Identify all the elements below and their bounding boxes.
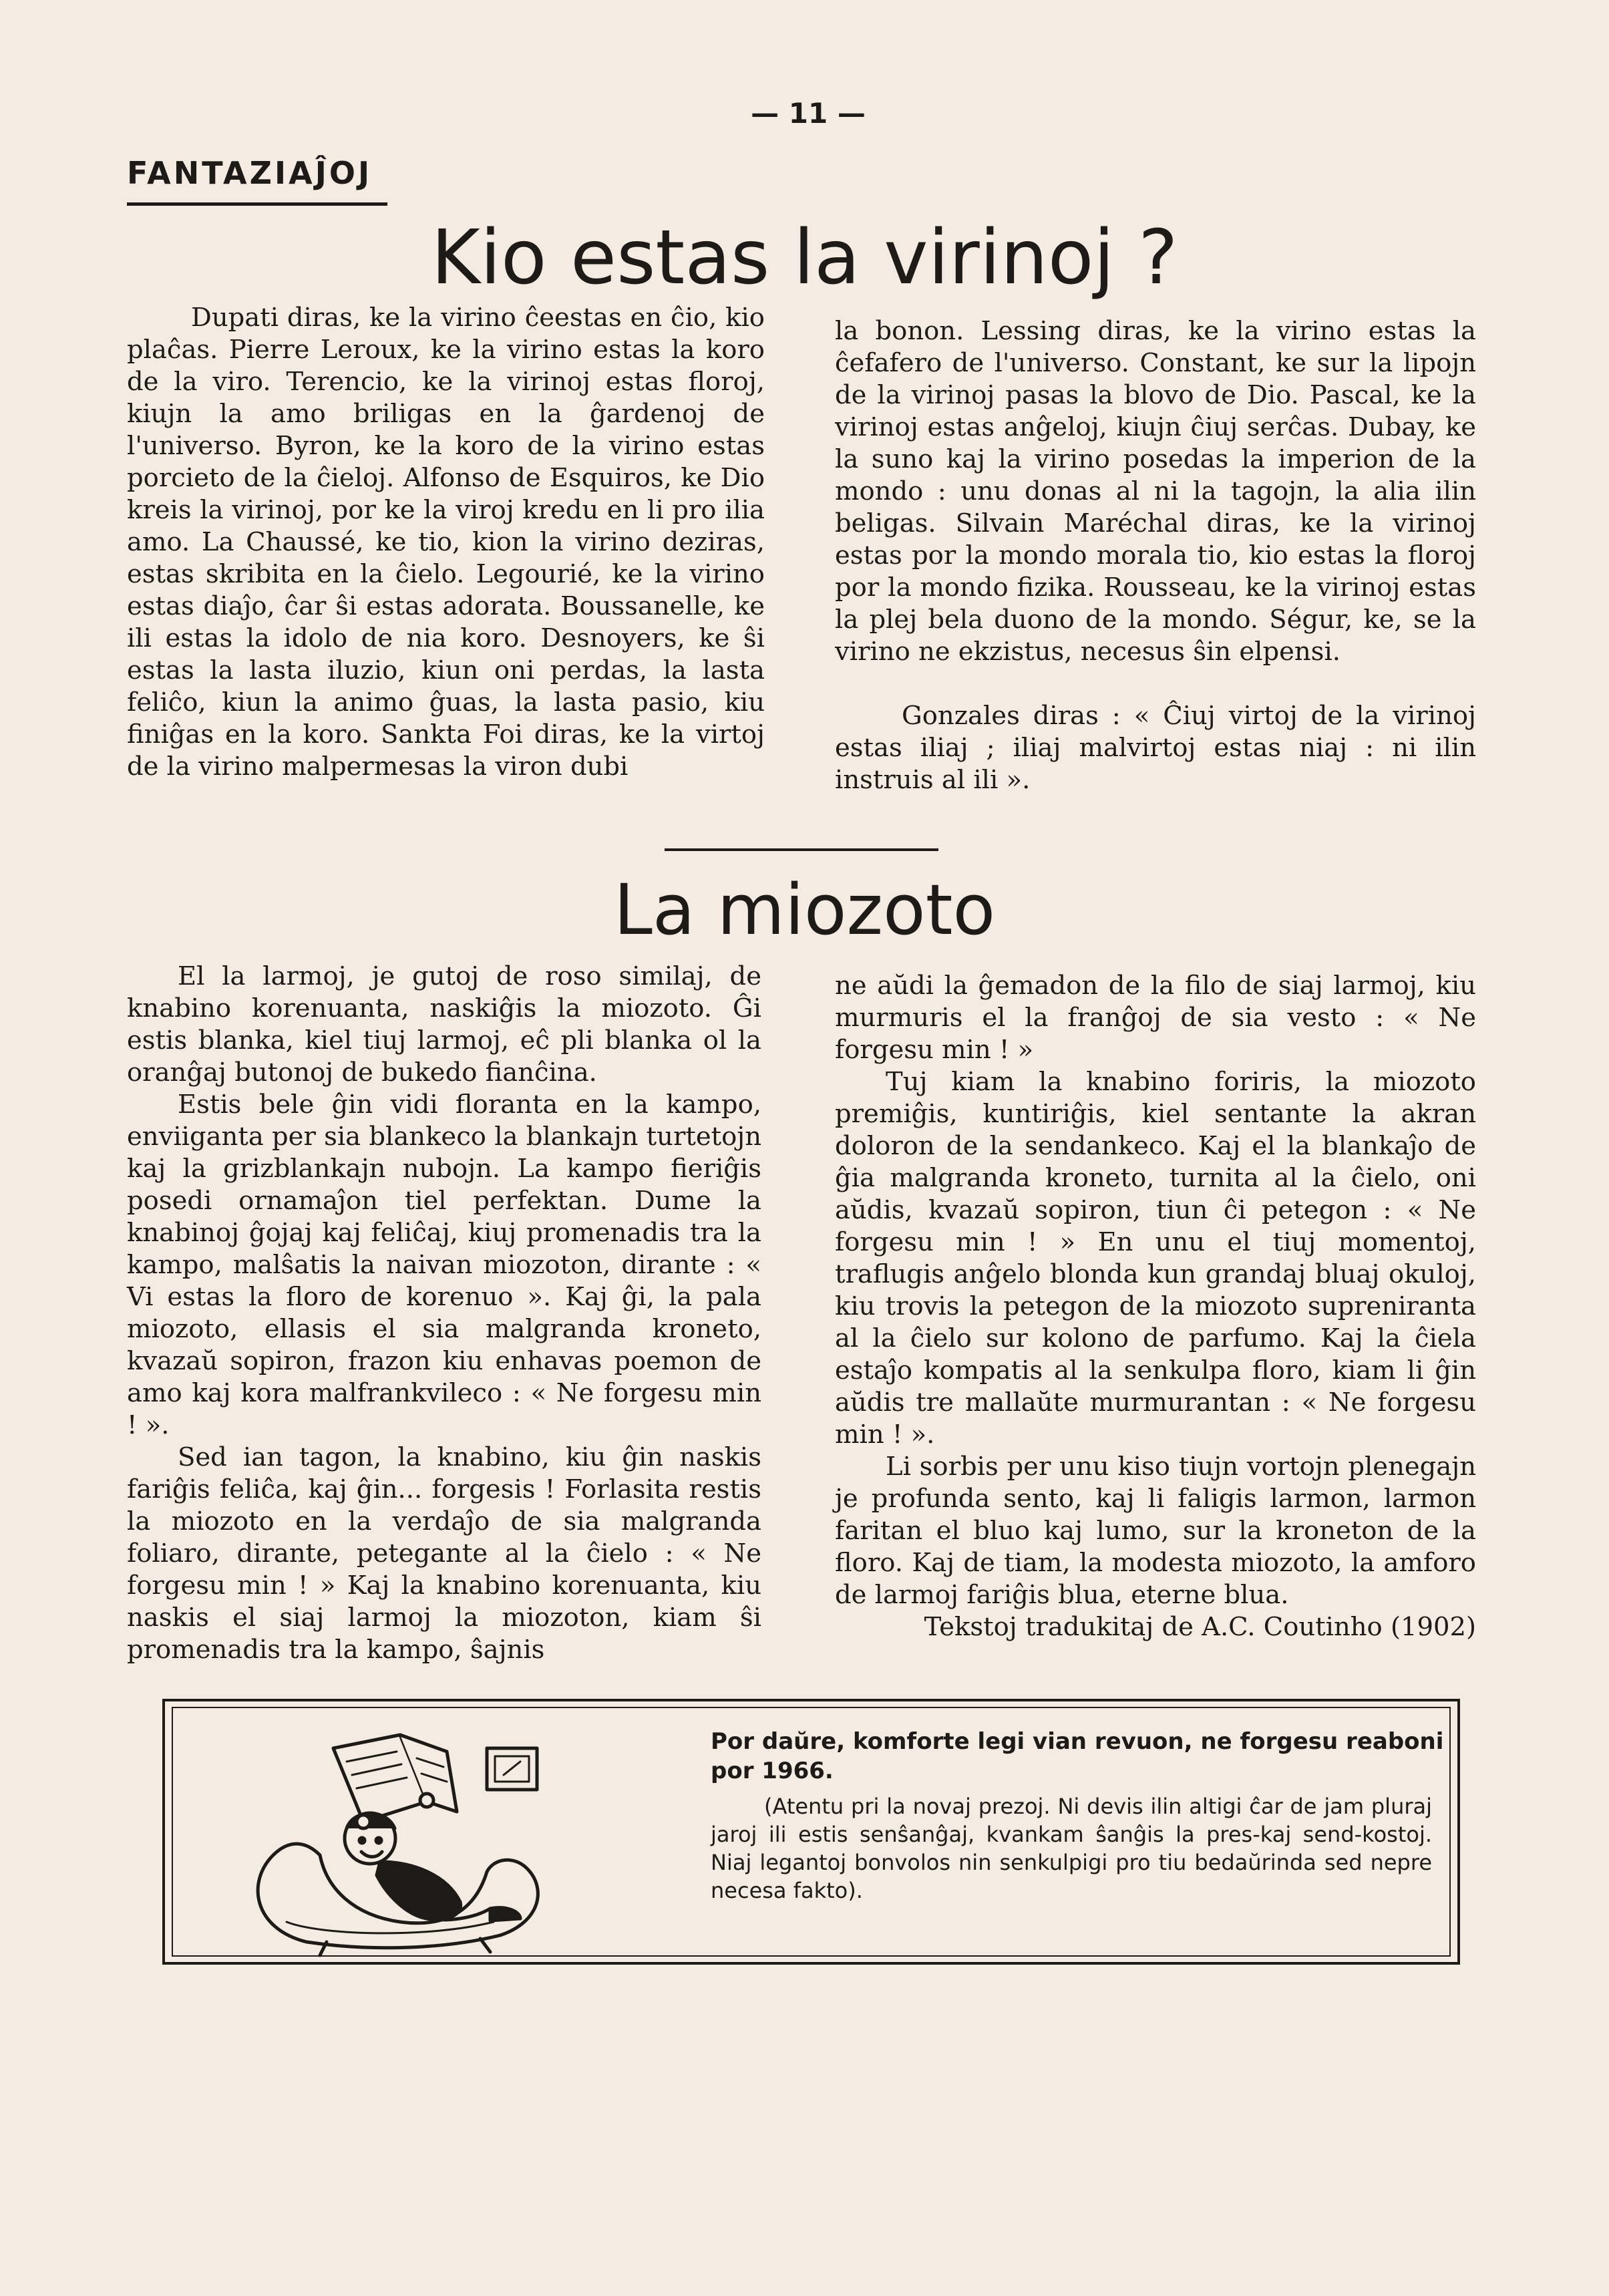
article1-right-column [835, 315, 1476, 796]
article2-right-paragraph-3: Li sorbis per unu kiso tiujn vortojn plenegajn je profunda sento, kaj li faligis larmon, larmon faritan el bluo kaj lumo, sur la kroneton de la floro. Kaj de tiam, la modesta miozoto, la amforo de larmoj fariĝis blua, eterne blua. [835, 1452, 1476, 1610]
article2-left-paragraph-2: Estis bele ĝin vidi floranta en la kampo, enviiganta per sia blankeco la blankajn turtetojn kaj la grizblankajn nubojn. La kampo fieriĝis posedi ornamaĵon tiel perfektan. Dume la knabinoj ĝojaj kaj feliĉaj, kiuj promenadis tra la kampo, malŝatis la naivan miozoton, dirante : « Vi estas la floro de korenuo ». Kaj ĝi, la pala miozoto, ellasis el sia malgranda kroneto, kvazaŭ sopiron, frazon kiu enhavas poemon de amo kaj kora malfrankvileco : « Ne forgesu min ! ». [127, 1090, 761, 1440]
article1-title: Kio estas la virinoj ? [431, 214, 1178, 301]
translation-credit: Tekstoj tradukitaj de A.C. Coutinho (1902) [924, 1612, 1476, 1642]
article2-right-paragraph-2: Tuj kiam la knabino foriris, la miozoto premiĝis, kuntiriĝis, kiel sentante la akran doloron de la sendankeco. Kaj el la blankaĵo de ĝia malgranda kroneto, turnita al la ĉielo, oni aŭdis, kvazaŭ sopiron, tiun ĉi petegon : « Ne forgesu min ! » En unu el tiuj momentoj, traflugis anĝelo blonda kun grandaj bluaj okuloj, kiu trovis la petegon de la miozoto supreniranta al la ĉielo sur kolono de parfumo. Kaj la ĉiela estaĵo kompatis al la senkulpa floro, kiam li ĝin aŭdis tre mallaŭte murmurantan : « Ne forgesu min ! ». [835, 1067, 1476, 1450]
article1-left-paragraph: Dupati diras, ke la virino ĉeestas en ĉio, kio plaĉas. Pierre Leroux, ke la virino estas la koro de la viro. Terencio, ke la virinoj estas floroj, kiujn la amo briligas en la ĝardenoj de l'universo. Byron, ke la koro de la virino estas porcieto de la ĉieloj. Alfonso de Esquiros, ke Dio kreis la virinoj, por ke la viroj kredu en li pro ilia amo. La Chaussé, ke tio, kion la virino deziras, estas skribita en la ĉielo. Legourié, ke la virino estas diaĵo, ĉar ŝi estas adorata. Boussanelle, ke ili estas la idolo de nia koro. Desnoyers, ke ŝi estas la lasta iluzio, kiun oni perdas, la lasta feliĉo, kiun la animo ĝuas, la lasta pasio, kiu finiĝas en la koro. Sankta Foi diras, ke la virtoj de la virino malpermesas la viron dubi [127, 303, 765, 782]
ad-headline: Por daŭre, komforte legi vian revuon, ne forgesu reaboni por 1966. [711, 1728, 1444, 1784]
article2-right-paragraph-1: ne aŭdi la ĝemadon de la filo de siaj larmoj, kiu murmuris el la franĝoj de sia vesto : « Ne forgesu min ! » [835, 971, 1476, 1065]
article1-right-paragraph-1: la bonon. Lessing diras, ke la virino estas la ĉefafero de l'universo. Constant, ke sur la lipojn de la virinoj pasas la blovo de Dio. Pascal, ke la virinoj estas anĝeloj, kiujn ĉiuj serĉas. Dubay, ke la suno kaj la virino posedas la imperion de la mondo : unu donas al ni la tagojn, la alia ilin beligas. Silvain Maréchal diras, ke la virinoj estas por la mondo morala tio, kio estas la floroj por la mondo fizika. Rousseau, ke la virinoj estas la plej bela duono de la mondo. Ségur, ke, se la virino ne ekzistus, necesus ŝin elpensi. [835, 316, 1476, 667]
section-label: FANTAZIAĴOJ [127, 155, 373, 191]
article2-left-column [127, 961, 761, 1666]
article2-title: La miozoto [613, 869, 996, 951]
page-number: — 11 — [751, 97, 866, 130]
section-underline [127, 202, 387, 206]
article2-left-paragraph-3: Sed ian tagon, la knabino, kiu ĝin naskis fariĝis feliĉa, kaj ĝin... forgesis ! Forlasita restis la miozoto en la verdaĵo de sia malgranda foliaro, dirante, petegante al la ĉielo : « Ne forgesu min ! » Kaj la knabino korenuanta, kiu naskis el siaj larmoj la miozoton, kiam ŝi promenadis tra la kampo, ŝajnis [127, 1442, 761, 1665]
article1-left-column [127, 302, 765, 783]
article2-left-paragraph-1: El la larmoj, je gutoj de roso similaj, de knabino korenuanta, naskiĝis la miozoto. Ĝi estis blanka, kiel tiuj larmoj, eĉ pli blanka ol la oranĝaj butonoj de bukedo fianĉina. [127, 961, 761, 1088]
man-reading-newspaper-icon [226, 1721, 694, 1959]
ad-inner-frame [172, 1707, 1451, 1957]
ad-body: (Atentu pri la novaj prezoj. Ni devis ilin altigi ĉar de jam pluraj jaroj ili estis senŝanĝaj, kvankam ŝanĝis la pres-kaj send-kostoj. Niaj legantoj bonvolos nin senkulpigi pro tiu bedaŭrinda sed nepre necesa fakto). [711, 1794, 1432, 1903]
article-divider [665, 848, 938, 851]
subscription-ad-box [162, 1699, 1460, 1965]
article2-right-column [835, 970, 1476, 1643]
ad-text [711, 1727, 1512, 1905]
article1-right-paragraph-2: Gonzales diras : « Ĉiuj virtoj de la virinoj estas iliaj ; iliaj malvirtoj estas niaj : ni ilin instruis al ili ». [835, 701, 1476, 795]
